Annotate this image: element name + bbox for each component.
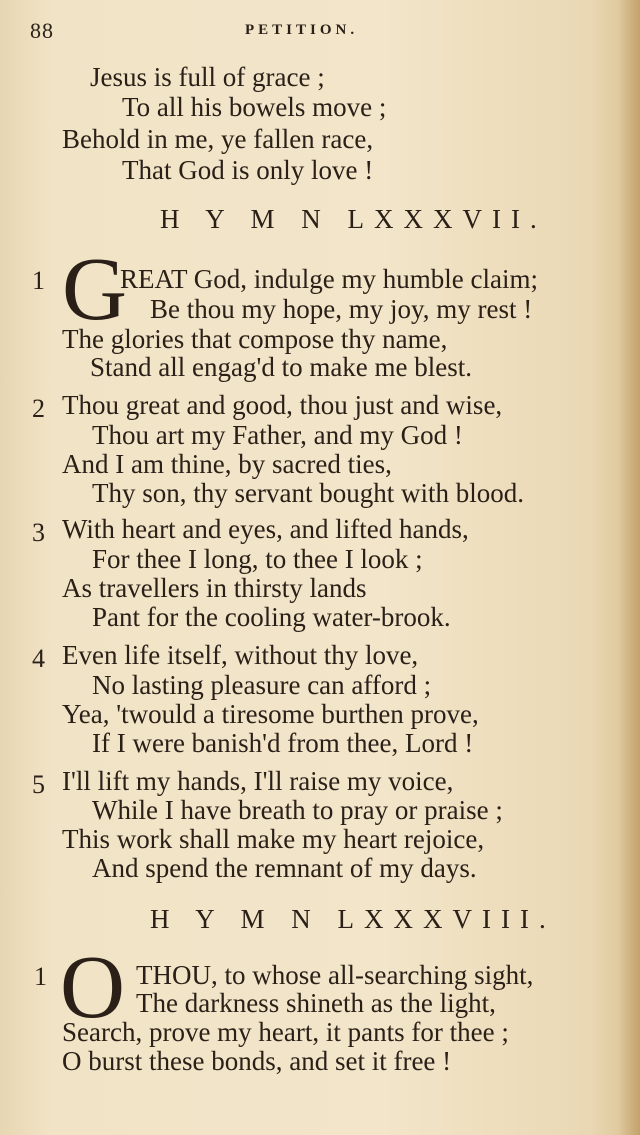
verse-line: That God is only love ! [122,155,374,185]
stanza-number: 3 [32,518,45,547]
verse-line: I'll lift my hands, I'll raise my voice, [62,766,454,796]
page-header [0,18,640,48]
verse-line: And I am thine, by sacred ties, [62,449,392,479]
verse-line: Even life itself, without thy love, [62,640,419,670]
stanza-number: 5 [32,770,45,799]
stanza-number: 4 [32,644,45,673]
verse-line: Behold in me, ye fallen race, [62,124,374,154]
drop-capital: G [62,240,127,339]
verse-line: THOU, to whose all-searching sight, [136,960,534,990]
verse-line: With heart and eyes, and lifted hands, [62,514,469,544]
verse-line: Thou art my Father, and my God ! [92,420,463,450]
verse-line: If I were banish'd from thee, Lord ! [92,728,474,758]
verse-line: Thou great and good, thou just and wise, [62,390,503,420]
verse-line: While I have breath to pray or praise ; [92,795,503,825]
verse-line: No lasting pleasure can afford ; [92,670,432,700]
verse-line: The glories that compose thy name, [62,324,448,354]
verse-line: This work shall make my heart rejoice, [62,824,485,854]
verse-line: And spend the remnant of my days. [92,853,477,883]
verse-line: As travellers in thirsty lands [62,573,367,603]
verse-line: For thee I long, to thee I look ; [92,544,423,574]
verse-line: To all his bowels move ; [122,92,387,122]
verse-line: Yea, 'twould a tiresome burthen prove, [62,699,479,729]
hymn-title: H Y M N LXXXVII. [160,204,547,234]
verse-line: Be thou my hope, my joy, my rest ! [150,294,533,324]
verse-line: O burst these bonds, and set it free ! [62,1046,452,1076]
hymn-title: H Y M N LXXXVIII. [150,904,556,934]
verse-line: Thy son, thy servant bought with blood. [92,478,524,508]
verse-line: Pant for the cooling water-brook. [92,602,451,632]
page-edge-shading [618,0,640,1135]
page-number: 88 [30,18,54,43]
drop-capital: O [60,938,125,1037]
verse-line: Jesus is full of grace ; [90,62,325,92]
running-head: PETITION. [245,22,359,38]
verse-line: Stand all engag'd to make me blest. [90,352,473,382]
verse-line: The darkness shineth as the light, [136,988,496,1018]
stanza-number: 1 [34,962,47,991]
stanza-number: 2 [32,394,45,423]
stanza-number: 1 [32,266,45,295]
verse-line: Search, prove my heart, it pants for thee ; [62,1017,509,1047]
verse-line: REAT God, indulge my humble claim; [120,264,538,294]
